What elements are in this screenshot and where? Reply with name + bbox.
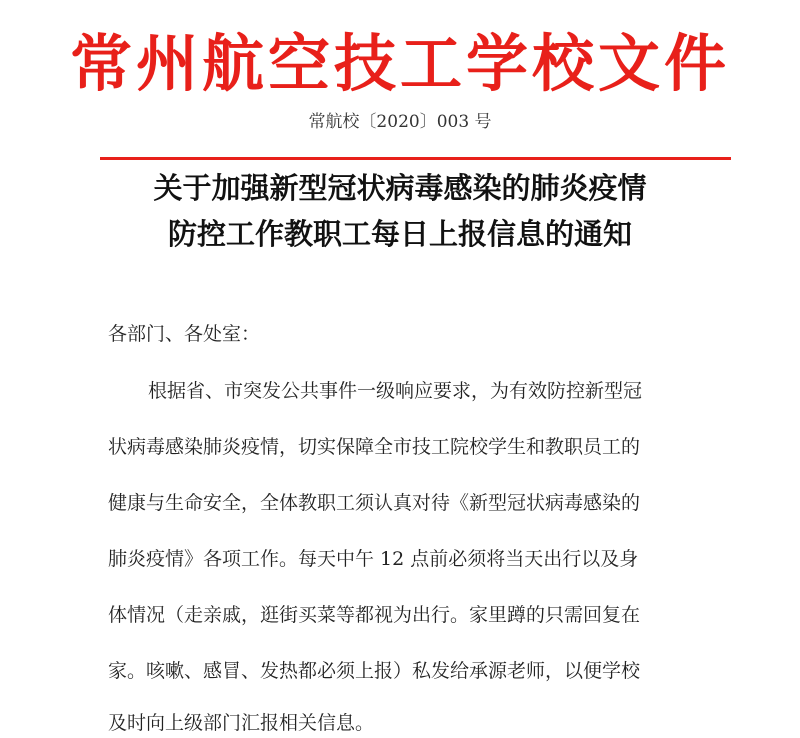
body-paragraph-line-3: 健康与生命安全，全体教职工须认真对待《新型冠状病毒感染的 xyxy=(108,492,641,514)
document-number: 常航校〔2020〕003 号 xyxy=(308,112,492,132)
document-masthead: 常州航空技工学校文件 xyxy=(69,27,730,100)
notice-title-line-1: 关于加强新型冠状病毒感染的肺炎疫情 xyxy=(153,171,647,205)
body-paragraph-line-1: 根据省、市突发公共事件一级响应要求，为有效防控新型冠 xyxy=(148,380,643,402)
body-paragraph-line-4: 肺炎疫情》各项工作。每天中午 12 点前必须将当天出行以及身 xyxy=(108,548,639,570)
body-paragraph-line-7: 及时向上级部门汇报相关信息。 xyxy=(108,712,375,734)
red-divider-rule xyxy=(100,157,731,160)
body-paragraph-line-6: 家。咳嗽、感冒、发热都必须上报）私发给承源老师，以便学校 xyxy=(108,660,641,682)
salutation: 各部门、各处室： xyxy=(108,323,261,345)
body-paragraph-line-2: 状病毒感染肺炎疫情，切实保障全市技工院校学生和教职员工的 xyxy=(108,436,641,458)
body-paragraph-line-5: 体情况（走亲戚，逛街买菜等都视为出行。家里蹲的只需回复在 xyxy=(108,604,641,626)
notice-title-line-2: 防控工作教职工每日上报信息的通知 xyxy=(167,217,632,251)
